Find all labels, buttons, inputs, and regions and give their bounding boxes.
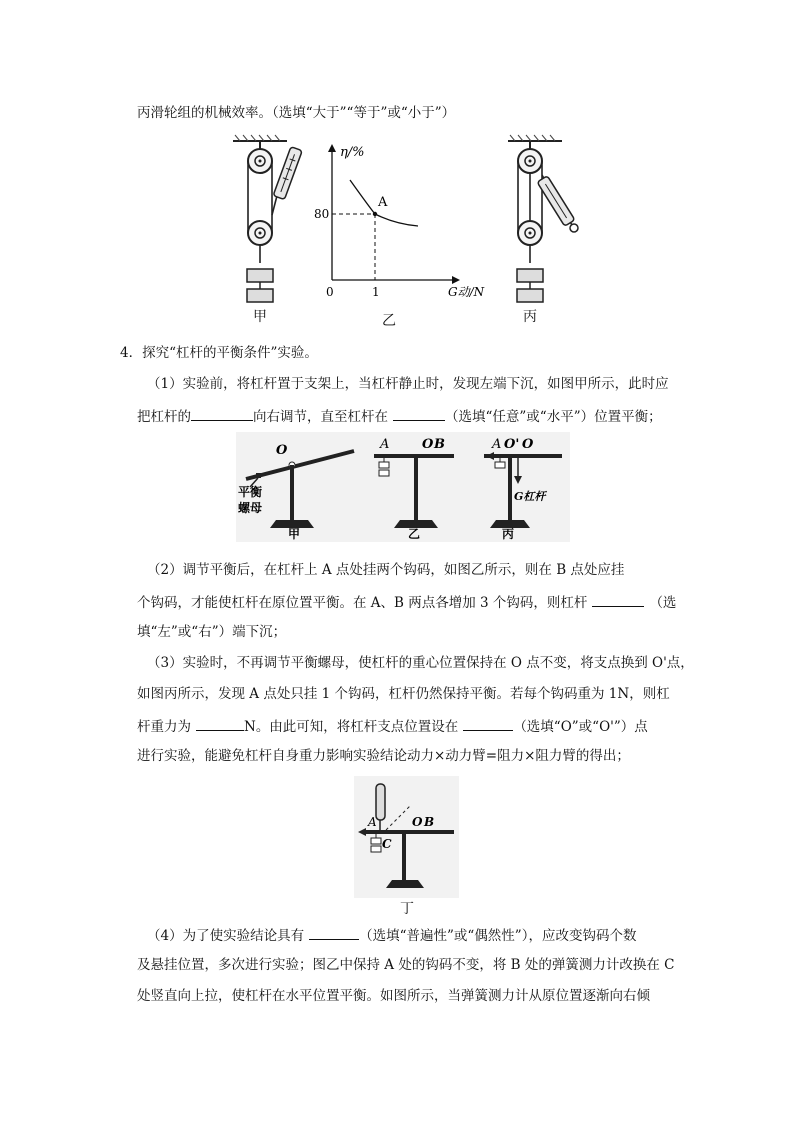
label-yi-O: O — [422, 437, 434, 452]
lever-figures-panel — [236, 432, 570, 542]
x-value-label: 1 — [372, 285, 380, 299]
q4-part4-line2: 及悬挂位置，多次进行实验；图乙中保持 A 处的钩码不变，将 B 处的弹簧测力计改换在 C — [137, 957, 675, 973]
q4-part3-line1: （3）实验时，不再调节平衡螺母，使杠杆的重心位置保持在 O 点不变，将支点换到 O'点， — [147, 655, 694, 671]
q4-part4-text-b: （选填“普遍性”或“偶然性”），应改变钩码个数 — [359, 928, 637, 944]
pulley-figure-bing — [500, 135, 585, 315]
x-axis-label: G动/N — [448, 285, 485, 299]
q4-part3-text-b: N。由此可知，将杠杆支点位置设在 — [244, 719, 459, 735]
caption-bing-2: 丙 — [502, 527, 515, 541]
q4-part1-line1: （1）实验前，将杠杆置于支架上，当杠杆静止时，发现左端下沉，如图甲所示，此时应 — [147, 376, 669, 392]
label-jia-O: O — [276, 443, 288, 458]
caption-jia-1: 甲 — [253, 309, 267, 325]
q4-title: 4．探究“杠杆的平衡条件”实验。 — [120, 345, 318, 361]
q4-part3-line2: 如图丙所示，发现 A 点处只挂 1 个钩码，杠杆仍然保持平衡。若每个钩码重为 1N，则杠 — [137, 686, 670, 702]
lever-yi — [374, 437, 454, 541]
q4-part1-text-c: （选填“任意”或“水平”）位置平衡； — [445, 409, 662, 425]
label-yi-B: B — [434, 437, 445, 452]
efficiency-graph — [314, 142, 490, 302]
q4-part2-text-a: 个钩码，才能使杠杆在原位置平衡。在 A、B 两点各增加 3 个钩码，则杠杆 — [137, 595, 588, 611]
label-jia-nut2: 螺母 — [238, 501, 263, 515]
caption-jia-2: 甲 — [288, 527, 301, 541]
label-bing-O: O — [522, 437, 534, 452]
label-yi-A: A — [380, 437, 390, 452]
q4-part2-line2 — [137, 592, 676, 612]
y-axis-label: η/% — [340, 145, 365, 160]
q4-part2-text-b: （选 — [649, 595, 677, 611]
answer-blank-3[interactable] — [592, 592, 644, 607]
pulley-figure-jia — [225, 135, 305, 315]
label-ding-C: C — [382, 837, 392, 851]
lever-figures-svg — [236, 432, 570, 542]
answer-blank-5[interactable] — [463, 716, 513, 731]
answer-blank-2[interactable] — [393, 406, 445, 421]
label-jia-nut1: 平衡 — [238, 485, 263, 499]
q4-part4-text-a: （4）为了使实验结论具有 — [147, 928, 305, 944]
q4-part2-line1: （2）调节平衡后，在杠杆上 A 点处挂两个钩码，如图乙所示，则在 B 点处应挂 — [147, 562, 625, 578]
caption-yi-1: 乙 — [382, 313, 396, 329]
label-bing-Oprime: O' — [504, 437, 520, 452]
label-bing-A: A — [492, 437, 502, 452]
caption-yi-2: 乙 — [408, 527, 421, 541]
q4-part1-line2 — [137, 406, 662, 426]
y-value-label: 80 — [314, 207, 330, 221]
q4-part3-text-c: （选填“O”或“O'”）点 — [513, 719, 648, 735]
q4-part4-line1 — [147, 925, 636, 945]
q4-part3-line4: 进行实验，能避免杠杆自身重力影响实验结论动力×动力臂=阻力×阻力臂的得出； — [137, 748, 630, 764]
label-bing-G: G杠杆 — [514, 490, 546, 503]
q4-part1-text-a: 把杠杆的 — [137, 409, 191, 425]
lever-bing — [484, 437, 562, 541]
q4-part2-line3: 填“左”或“右”）端下沉； — [137, 624, 287, 640]
answer-blank-6[interactable] — [309, 925, 359, 940]
label-ding-A: A — [368, 815, 377, 829]
q4-part1-text-b: 向右调节，直至杠杆在 — [253, 409, 388, 425]
intro-line: 丙滑轮组的机械效率。（选填“大于”“等于”或“小于”） — [137, 105, 456, 121]
q4-part4-line3: 处竖直向上拉，使杠杆在水平位置平衡。如图所示，当弹簧测力计从原位置逐渐向右倾 — [137, 988, 650, 1004]
q4-part3-text-a: 杆重力为 — [137, 719, 191, 735]
answer-blank-4[interactable] — [196, 716, 244, 731]
caption-ding: 丁 — [400, 901, 414, 917]
lever-jia — [238, 443, 354, 541]
label-ding-O: O — [412, 815, 423, 829]
lever-figure-ding — [354, 776, 459, 898]
label-ding-B: B — [424, 815, 435, 829]
caption-bing-1: 丙 — [523, 309, 537, 325]
origin-label: 0 — [326, 285, 334, 299]
q4-part3-line3 — [137, 716, 648, 736]
answer-blank-1[interactable] — [191, 406, 253, 421]
point-a-label: A — [378, 195, 388, 210]
